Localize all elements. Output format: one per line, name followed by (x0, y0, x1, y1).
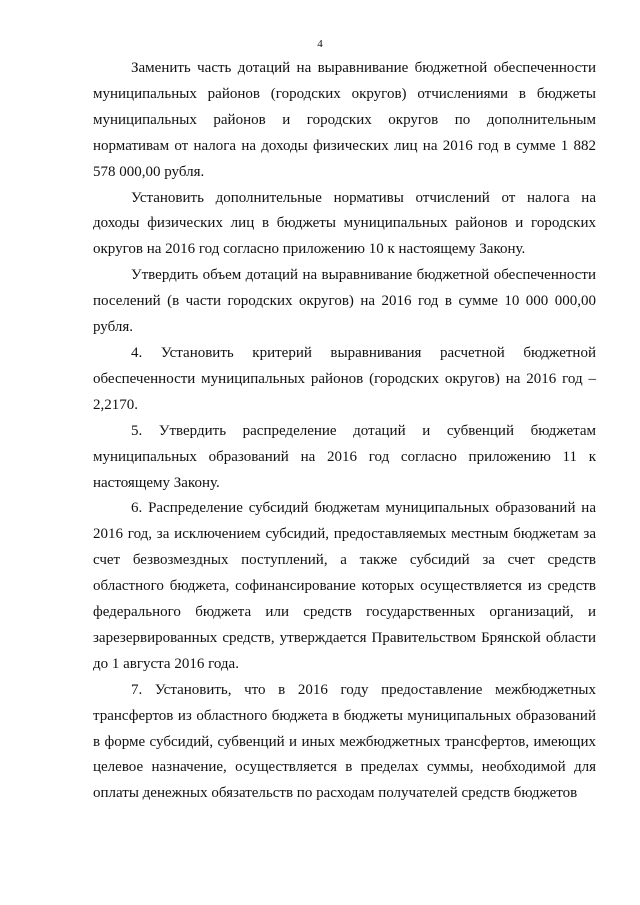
page-number: 4 (317, 38, 323, 50)
paragraph-item-5: 5. Утвердить распределение дотаций и субвенций бюджетам муниципальных образований на 2016 год согласно приложению 11 к настоящему Закону. (93, 422, 596, 491)
paragraph-additional-norms: Установить дополнительные нормативы отчислений от налога на доходы физических лиц в бюджеты муниципальных районов и городских округов на 2016 год согласно приложению 10 к настоящему Закону. (93, 189, 596, 258)
document-body (93, 56, 596, 807)
paragraph-item-6: 6. Распределение субсидий бюджетам муниципальных образований на 2016 год, за исключением субсидий, предоставляемых местным бюджетам за счет безвозмездных поступлений, а также субсидий за счет средств областного бюджета, софинансирование которых осуществляется из средств федерального бюджета или средств государственных организаций, и зарезервированных средств, утверждается Правительством Брянской области до 1 августа 2016 года. (93, 500, 596, 672)
paragraph-subsidy-replacement: Заменить часть дотаций на выравнивание бюджетной обеспеченности муниципальных районов (городских округов) отчислениями в бюджеты муниципальных районов и городских округов по дополнительным нормативам от налога на доходы физических лиц на 2016 год в сумме 1 882 578 000,00 рубля. (93, 60, 596, 180)
paragraph-settlement-subsidies: Утвердить объем дотаций на выравнивание бюджетной обеспеченности поселений (в части городских округов) на 2016 год в сумме 10 000 000,00 рубля. (93, 267, 596, 336)
paragraph-item-7: 7. Установить, что в 2016 году предоставление межбюджетных трансфертов из областного бюджета в бюджеты муниципальных образований в форме субсидий, субвенций и иных межбюджетных трансфертов, имеющих целевое назначение, осуществляется в пределах суммы, необходимой для оплаты денежных обязательств по расходам получателей средств бюджетов (93, 681, 596, 802)
paragraph-item-4: 4. Установить критерий выравнивания расчетной бюджетной обеспеченности муниципальных районов (городских округов) на 2016 год – 2,2170. (93, 344, 596, 413)
